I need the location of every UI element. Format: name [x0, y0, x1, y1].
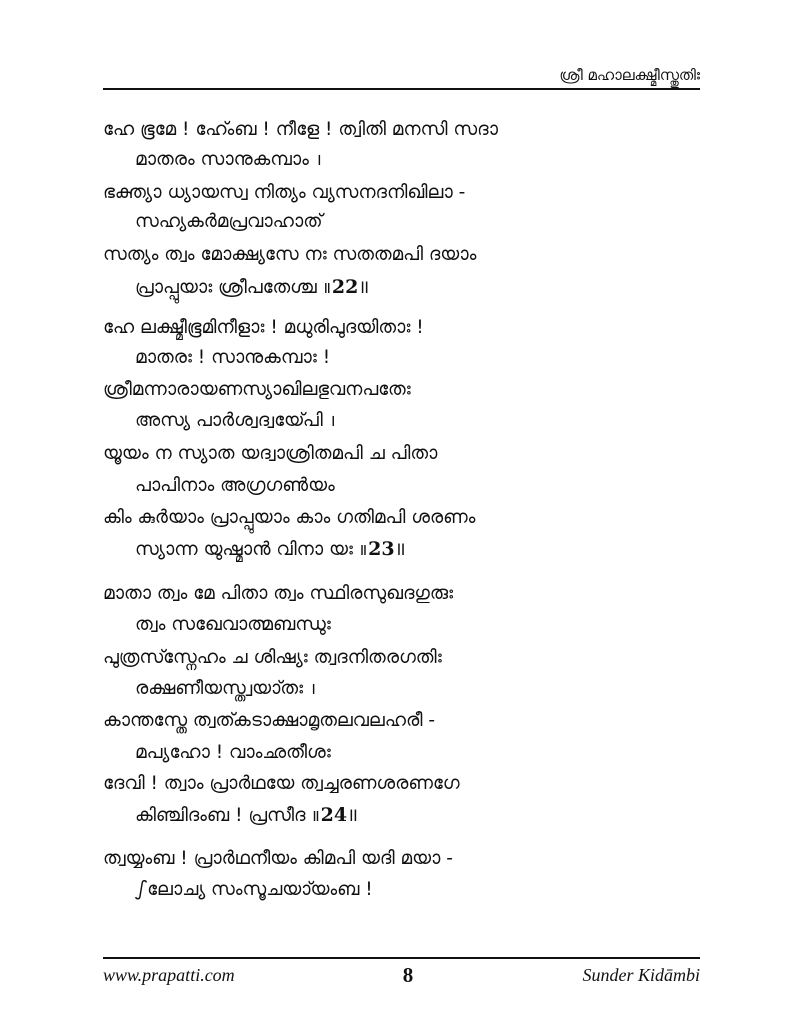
- verse-marker-close: ॥: [347, 805, 359, 826]
- verse-line: ഹേ ലക്ഷ്മീഭൂമിനീളാഃ ! മധുരിപുദയിതാഃ !: [103, 317, 424, 338]
- verse-line: അസ്യ പാർശ്വദ്വയേ്പി ।: [135, 410, 338, 431]
- verse-line: ത്വയ്യംബ ! പ്രാർഥനീയം കിമപി യദി മയാ -: [103, 848, 453, 869]
- verse-marker-open: ॥: [311, 805, 321, 826]
- running-header-title: ശ്രീ മഹാലക്ഷ്മീസ്തുതിഃ: [559, 66, 700, 84]
- verse-line: പുത്രസ്സ്നേഹം ച ശിഷ്യഃ ത്വദനിതരഗതിഃ: [103, 647, 442, 668]
- verse-number: 22: [331, 276, 359, 298]
- verse-line: ഹേ ഭൂമേ ! ഹേ്ംബ ! നീളേ ! ത്വിതി മനസി സദാ: [103, 119, 498, 140]
- verse-marker-open: ॥: [322, 277, 332, 298]
- verse-line-final: [135, 803, 358, 827]
- verse-number: 24: [320, 804, 348, 826]
- verse-line-final: [135, 537, 406, 561]
- verse-line: ശ്രീമന്നാരായണസ്യാഖിലഭുവനപതേഃ: [103, 379, 411, 400]
- verse-line-text: കിഞ്ചിദംബ ! പ്രസീദ: [135, 805, 312, 826]
- header-rule: [103, 88, 700, 90]
- verse-marker-close: ॥: [394, 539, 406, 560]
- verse-line: സഹ്യകർമപ്രവാഹാത്: [135, 211, 323, 232]
- page-number: 8: [402, 963, 414, 987]
- verse-line: മാതാ ത്വം മേ പിതാ ത്വം സ്ഥിരസുഖദഗുരുഃ: [103, 583, 454, 604]
- verse-line: മാതരം സാനുകമ്പാം ।: [135, 149, 325, 170]
- verse-line-final: [135, 275, 369, 299]
- verse-line-text: പ്രാപ്പുയാഃ ശ്രീപതേശ്ച: [135, 277, 323, 298]
- footer-rule: [103, 957, 700, 959]
- verse-line: സത്യം ത്വം മോക്ഷ്യസേ നഃ സതതമപി ദയാം: [103, 244, 477, 265]
- verse-line: മാതരഃ ! സാനുകമ്പാഃ !: [135, 347, 331, 368]
- verse-line: ഽലോച്യ സംസൂചയാ്യംബ !: [135, 879, 373, 900]
- verse-line: കാന്തസ്തേ ത്വത്കടാക്ഷാമൃതലവലഹരീ -: [103, 710, 436, 731]
- verse-line: യൂയം ന സ്യാത യദ്വാശ്രിതമപി ച പിതാ: [103, 443, 438, 464]
- footer-author: Sunder Kidāmbi: [582, 965, 700, 985]
- verse-marker-close: ॥: [358, 277, 370, 298]
- verse-line: മപ്യഹോ ! വാംഛതീശഃ: [135, 742, 331, 763]
- verse-line: രക്ഷണീയസ്ത്വയാ്തഃ ।: [135, 678, 319, 699]
- verse-line: ത്വം സഖേവാത്മബന്ധുഃ: [135, 614, 331, 635]
- verse-number: 23: [368, 538, 395, 560]
- verse-marker-open: ॥: [358, 539, 369, 560]
- verse-line: പാപിനാം അഗ്രഗൺയം: [135, 475, 335, 496]
- verse-line: ഭക്ത്യാ ധ്യായസ്വ നിത്യം വ്യസനദനിഖിലാ -: [103, 182, 466, 203]
- verse-line-text: സ്യാന്ന യുഷ്മാൻ വിനാ യഃ: [135, 539, 359, 560]
- verse-line: ദേവി ! ത്വാം പ്രാർഥയേ ത്വച്ചരണശരണഗേ: [103, 773, 460, 794]
- footer-website: www.prapatti.com: [103, 965, 235, 985]
- verse-line: കിം കുർയാം പ്രാപ്പുയാം കാം ഗതിമപി ശരണം: [103, 507, 476, 528]
